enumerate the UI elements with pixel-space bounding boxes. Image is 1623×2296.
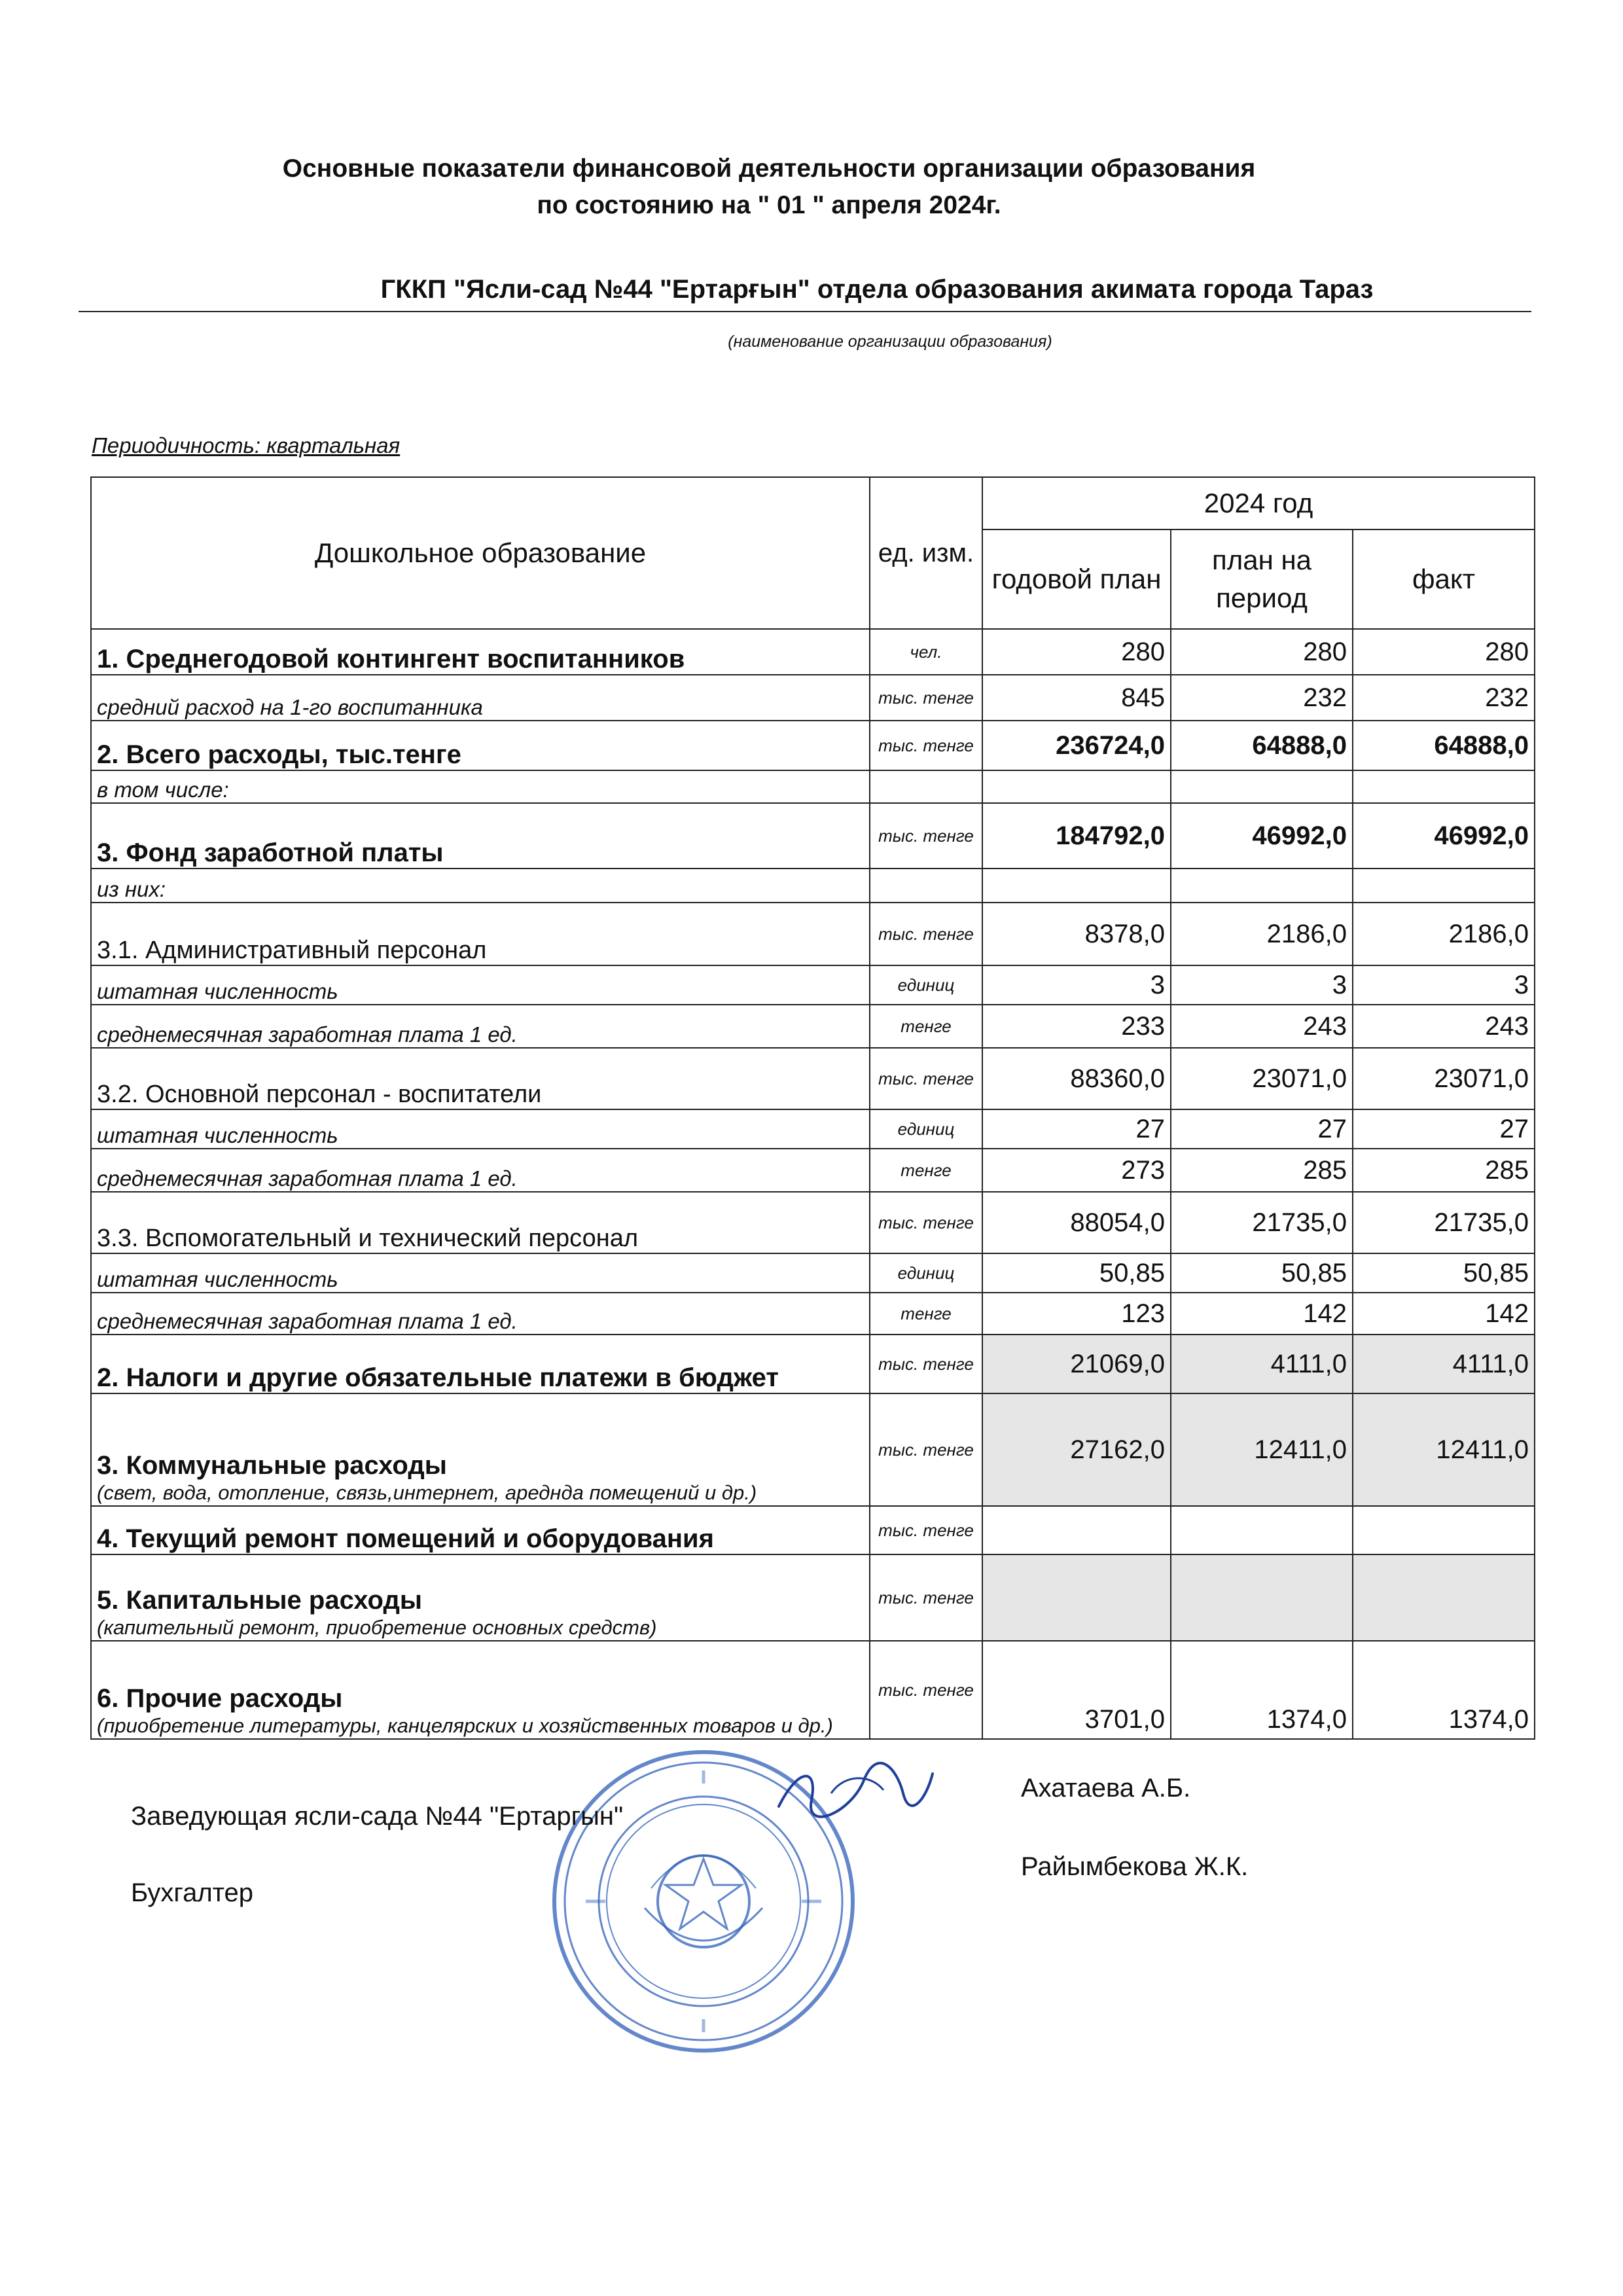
table-row [91,629,1535,675]
document-date: по состоянию на " 01 " апреля 2024г. [537,191,1001,219]
table-row [91,675,1535,721]
table-row [91,1335,1535,1393]
row-fact: 3 [1353,965,1535,1005]
periodicity: Периодичность: квартальная [92,433,401,457]
row-fact: 50,85 [1353,1253,1535,1293]
head-title: Заведующая ясли-сада №44 "Ертаргын" [131,1802,624,1831]
row-annual: 88360,0 [982,1048,1171,1109]
row-fact: 46992,0 [1353,803,1535,869]
row-fact: 280 [1353,629,1535,675]
row-unit: единиц [870,965,982,1005]
row-fact [1353,1554,1535,1641]
row-unit: тыс. тенге [870,1335,982,1393]
row-unit: тыс. тенге [870,721,982,770]
row-fact [1353,869,1535,903]
row-label-note: (свет, вода, отопление, связь,интернет, ареднда помещений и др.) [97,1481,757,1504]
row-label: среднемесячная заработная плата 1 ед. [91,1005,870,1048]
row-annual: 3701,0 [982,1641,1171,1739]
row-annual: 845 [982,675,1171,721]
row-annual: 27162,0 [982,1393,1171,1506]
header-period-plan: план на период [1171,529,1353,629]
table-row [91,903,1535,965]
row-fact: 23071,0 [1353,1048,1535,1109]
row-unit: единиц [870,1109,982,1149]
header-unit: ед. изм. [870,477,982,629]
table-row [91,1554,1535,1641]
row-label: 4. Текущий ремонт помещений и оборудования [91,1506,870,1554]
row-period: 64888,0 [1171,721,1353,770]
row-label [91,1641,870,1739]
row-annual: 27 [982,1109,1171,1149]
table-row [91,869,1535,903]
organization-name: ГККП "Ясли-сад №44 "Ертарғын" отдела образования акимата города Тараз [380,275,1374,304]
row-unit: тыс. тенге [870,1641,982,1739]
row-label: 1. Среднегодовой контингент воспитанников [91,629,870,675]
row-unit: тыс. тенге [870,903,982,965]
table-row [91,770,1535,803]
row-period [1171,1554,1353,1641]
row-label: среднемесячная заработная плата 1 ед. [91,1149,870,1192]
row-annual: 8378,0 [982,903,1171,965]
row-period: 232 [1171,675,1353,721]
row-unit: тыс. тенге [870,1048,982,1109]
row-fact: 12411,0 [1353,1393,1535,1506]
row-period: 243 [1171,1005,1353,1048]
row-period: 142 [1171,1293,1353,1335]
row-fact: 27 [1353,1109,1535,1149]
row-label [91,1393,870,1506]
table-row [91,1253,1535,1293]
document-title: Основные показатели финансовой деятельности организации образования [282,154,1256,183]
row-label: 3.3. Вспомогательный и технический персонал [91,1192,870,1253]
row-label: штатная численность [91,1253,870,1293]
organization-underline [79,311,1531,312]
row-fact: 243 [1353,1005,1535,1048]
table-row [91,1109,1535,1149]
row-period: 280 [1171,629,1353,675]
accountant-title: Бухгалтер [131,1878,254,1907]
row-unit [870,770,982,803]
table-row [91,1293,1535,1335]
table-row [91,1005,1535,1048]
row-period [1171,1506,1353,1554]
row-annual: 50,85 [982,1253,1171,1293]
head-name: Ахатаева А.Б. [1021,1774,1191,1803]
table-row [91,1506,1535,1554]
row-fact: 285 [1353,1149,1535,1192]
row-label-main: 6. Прочие расходы [97,1684,343,1713]
row-label-note: (приобретение литературы, канцелярских и хозяйственных товаров и др.) [97,1714,833,1737]
row-fact: 21735,0 [1353,1192,1535,1253]
row-annual [982,869,1171,903]
table-row [91,721,1535,770]
row-annual: 273 [982,1149,1171,1192]
row-annual: 21069,0 [982,1335,1171,1393]
row-period: 12411,0 [1171,1393,1353,1506]
row-period: 50,85 [1171,1253,1353,1293]
row-unit: тенге [870,1005,982,1048]
row-period: 285 [1171,1149,1353,1192]
financial-table [90,476,1535,1740]
row-unit: чел. [870,629,982,675]
organization-note: (наименование организации образования) [728,332,1052,351]
row-unit: единиц [870,1253,982,1293]
row-label: 3. Фонд заработной платы [91,803,870,869]
row-fact: 64888,0 [1353,721,1535,770]
table-row [91,1393,1535,1506]
row-unit: тыс. тенге [870,1192,982,1253]
row-unit: тыс. тенге [870,1393,982,1506]
row-fact [1353,1506,1535,1554]
row-label: из них: [91,869,870,903]
row-label: среднемесячная заработная плата 1 ед. [91,1293,870,1335]
row-annual: 233 [982,1005,1171,1048]
row-label: 2. Налоги и другие обязательные платежи в бюджет [91,1335,870,1393]
table-row [91,1048,1535,1109]
table-row [91,965,1535,1005]
row-annual [982,1554,1171,1641]
row-period: 4111,0 [1171,1335,1353,1393]
row-annual: 184792,0 [982,803,1171,869]
row-label-note: (капительный ремонт, приобретение основных средств) [97,1616,657,1639]
row-annual: 88054,0 [982,1192,1171,1253]
header-category: Дошкольное образование [91,477,870,629]
row-period: 46992,0 [1171,803,1353,869]
row-annual [982,1506,1171,1554]
row-period: 21735,0 [1171,1192,1353,1253]
row-annual: 236724,0 [982,721,1171,770]
row-unit: тенге [870,1149,982,1192]
row-fact: 1374,0 [1353,1641,1535,1739]
row-label: 3.2. Основной персонал - воспитатели [91,1048,870,1109]
table-row [91,1149,1535,1192]
row-unit: тыс. тенге [870,675,982,721]
table-row [91,1192,1535,1253]
row-period: 27 [1171,1109,1353,1149]
row-label [91,1554,870,1641]
row-unit: тыс. тенге [870,1554,982,1641]
row-annual: 123 [982,1293,1171,1335]
header-annual-plan: годовой план [982,529,1171,629]
table-row [91,803,1535,869]
row-period [1171,869,1353,903]
row-label: 2. Всего расходы, тыс.тенге [91,721,870,770]
row-unit: тенге [870,1293,982,1335]
row-fact: 4111,0 [1353,1335,1535,1393]
table-row [91,1641,1535,1739]
row-annual [982,770,1171,803]
row-fact [1353,770,1535,803]
row-unit: тыс. тенге [870,1506,982,1554]
row-period [1171,770,1353,803]
row-unit: тыс. тенге [870,803,982,869]
header-fact: факт [1353,529,1535,629]
accountant-name: Райымбекова Ж.К. [1021,1852,1249,1881]
row-period: 3 [1171,965,1353,1005]
row-label: штатная численность [91,965,870,1005]
row-label-main: 3. Коммунальные расходы [97,1451,447,1480]
row-annual: 3 [982,965,1171,1005]
row-unit [870,869,982,903]
row-period: 2186,0 [1171,903,1353,965]
header-year: 2024 год [982,477,1535,529]
row-label: штатная численность [91,1109,870,1149]
row-period: 1374,0 [1171,1641,1353,1739]
row-fact: 142 [1353,1293,1535,1335]
signature-icon [772,1754,936,1826]
row-label: 3.1. Административный персонал [91,903,870,965]
row-fact: 232 [1353,675,1535,721]
row-period: 23071,0 [1171,1048,1353,1109]
row-annual: 280 [982,629,1171,675]
row-label: средний расход на 1-го воспитанника [91,675,870,721]
row-fact: 2186,0 [1353,903,1535,965]
row-label-main: 5. Капитальные расходы [97,1586,422,1615]
row-label: в том числе: [91,770,870,803]
